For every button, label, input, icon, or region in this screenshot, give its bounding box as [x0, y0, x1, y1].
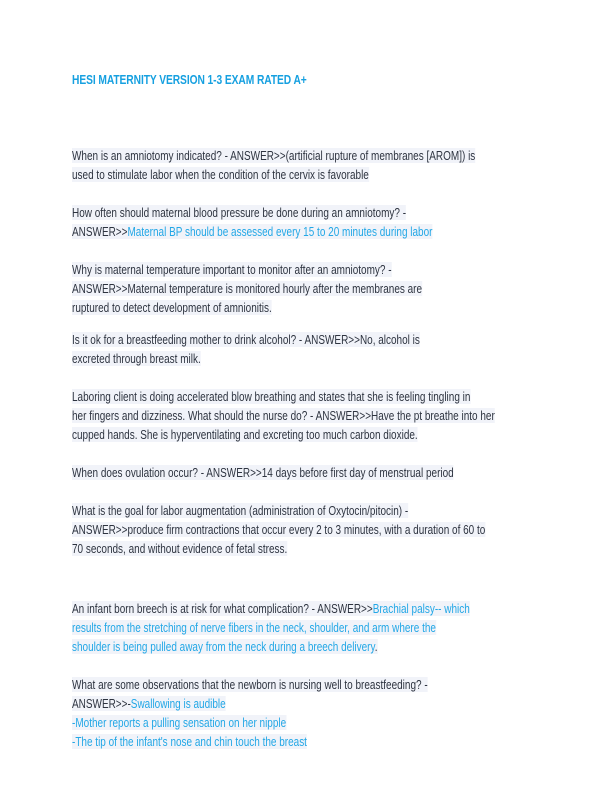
qa-9-line-3: -Mother reports a pulling sensation on her nipple	[72, 715, 287, 730]
qa-2-line-2: ANSWER>>Maternal BP should be assessed every 15 to 20 minutes during labor	[72, 224, 433, 239]
qa-8-line-3: shoulder is being pulled away from the neck during a breech delivery.	[72, 639, 378, 654]
qa-4-line-2: excreted through breast milk.	[72, 351, 201, 366]
qa-8-line-2: results from the stretching of nerve fibers in the neck, shoulder, and arm where the	[72, 620, 436, 635]
qa-9-line-1: What are some observations that the newborn is nursing well to breastfeeding? -	[72, 677, 428, 692]
qa-5-line-3: cupped hands. She is hyperventilating and excreting too much carbon dioxide.	[72, 427, 418, 442]
qa-6-line-1: When does ovulation occur? - ANSWER>>14 days before first day of menstrual period	[72, 465, 454, 480]
qa-5-line-1: Laboring client is doing accelerated blow breathing and states that she is feeling tingling in	[72, 389, 471, 404]
qa-9-line-4: -The tip of the infant's nose and chin touch the breast	[72, 734, 307, 749]
qa-9-line-2: ANSWER>>-Swallowing is audible	[72, 696, 226, 711]
qa-1-line-1: When is an amniotomy indicated? - ANSWER>>(artificial rupture of membranes [AROM]) is	[72, 148, 476, 163]
qa-2-line-1: How often should maternal blood pressure be done during an amniotomy? -	[72, 205, 407, 220]
qa-8-line-1: An infant born breech is at risk for what complication? - ANSWER>>Brachial palsy-- which	[72, 601, 470, 616]
qa-3-line-3: ruptured to detect development of amnionitis.	[72, 300, 272, 315]
qa-4-line-1: Is it ok for a breastfeeding mother to drink alcohol? - ANSWER>>No, alcohol is	[72, 332, 420, 347]
qa-7-line-1: What is the goal for labor augmentation (administration of Oxytocin/pitocin) -	[72, 503, 409, 518]
qa-1-line-2: used to stimulate labor when the condition of the cervix is favorable	[72, 167, 369, 182]
qa-7-line-3: 70 seconds, and without evidence of fetal stress.	[72, 541, 288, 556]
qa-5-line-2: her fingers and dizziness. What should the nurse do? - ANSWER>>Have the pt breathe into her	[72, 408, 495, 423]
qa-8-answer-start: Brachial palsy-- which	[372, 601, 470, 616]
document-title: HESI MATERNITY VERSION 1-3 EXAM RATED A+	[72, 73, 307, 87]
qa-3-line-1: Why is maternal temperature important to monitor after an amniotomy? -	[72, 262, 392, 277]
qa-7-line-2: ANSWER>>produce firm contractions that occur every 2 to 3 minutes, with a duration of 60 to	[72, 522, 486, 537]
qa-9-answer-1: Swallowing is audible	[130, 696, 226, 711]
qa-3-line-2: ANSWER>>Maternal temperature is monitored hourly after the membranes are	[72, 281, 423, 296]
qa-2-answer: Maternal BP should be assessed every 15 to 20 minutes during labor	[127, 224, 433, 239]
